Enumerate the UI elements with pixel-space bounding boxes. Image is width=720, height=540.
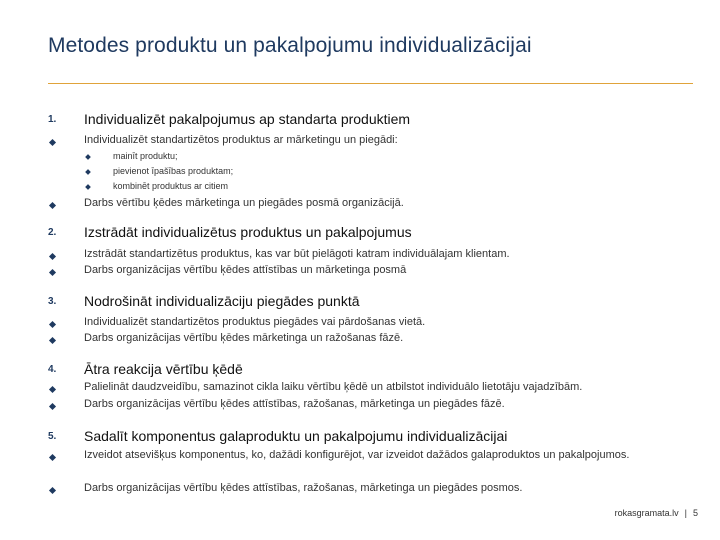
bullet-icon xyxy=(49,454,56,461)
sub-bullet-icon xyxy=(85,154,91,160)
bullet-text: Darbs vērtību ķēdes mārketinga un piegādes posmā organizācijā. xyxy=(84,197,404,209)
section-heading: Individualizēt pakalpojumus ap standarta produktiem xyxy=(84,111,411,127)
sub-bullet-text: mainīt produktu; xyxy=(113,151,178,161)
sub-bullet-icon xyxy=(85,184,91,190)
bullet-text: Individualizēt standartizētos produktus piegādes vai pārdošanas vietā. xyxy=(84,316,426,328)
title-underline xyxy=(48,83,693,84)
section-heading: Nodrošināt individualizāciju piegādes punktā xyxy=(84,293,360,309)
bullet-icon xyxy=(49,202,56,209)
section-heading: Izstrādāt individualizētus produktus un pakalpojumus xyxy=(84,224,412,240)
bullet-icon xyxy=(49,269,56,276)
bullet-icon xyxy=(49,403,56,410)
section-number: 5. xyxy=(48,431,57,442)
bullet-text: Darbs organizācijas vērtību ķēdes attīstības, ražošanas, mārketinga un piegādes fāzē. xyxy=(84,398,505,410)
slide-title: Metodes produktu un pakalpojumu individualizācijai xyxy=(48,34,532,57)
sub-bullet-text: kombinēt produktus ar citiem xyxy=(113,181,229,191)
bullet-icon xyxy=(49,337,56,344)
section-heading: Ātra reakcija vērtību ķēdē xyxy=(84,361,243,377)
page-number: 5 xyxy=(692,508,698,518)
sub-bullet-text: pievienot īpašības produktam; xyxy=(113,166,234,176)
footer-site: rokasgramata.lv xyxy=(614,508,679,518)
bullet-text: Izstrādāt standartizētus produktus, kas var būt pielāgoti katram individuālajam klientam. xyxy=(84,248,510,260)
bullet-icon xyxy=(49,386,56,393)
footer-separator: | xyxy=(684,508,687,518)
bullet-text: Darbs organizācijas vērtību ķēdes mārketinga un ražošanas fāzē. xyxy=(84,332,404,344)
bullet-icon xyxy=(49,253,56,260)
section-heading: Sadalīt komponentus galaproduktu un pakalpojumu individualizācijai xyxy=(84,428,508,444)
section-number: 4. xyxy=(48,364,57,375)
bullet-text: Palielināt daudzveidību, samazinot cikla laiku vērtību ķēdē un atbilstot individuālo lietotāju vajadzībām. xyxy=(84,381,583,393)
section-number: 2. xyxy=(48,227,57,238)
slide-footer xyxy=(615,508,698,518)
section-number: 1. xyxy=(48,114,57,125)
bullet-icon xyxy=(49,487,56,494)
sub-bullet-icon xyxy=(85,169,91,175)
bullet-text: Individualizēt standartizētos produktus ar mārketingu un piegādi: xyxy=(84,134,398,146)
bullet-text: Darbs organizācijas vērtību ķēdes attīstības, ražošanas, mārketinga un piegādes posmos. xyxy=(84,482,523,494)
section-number: 3. xyxy=(48,296,57,307)
bullet-icon xyxy=(49,321,56,328)
bullet-icon xyxy=(49,139,56,146)
bullet-text: Izveidot atsevišķus komponentus, ko, dažādi konfigurējot, var izveidot dažādos galaproduktos un pakalpojumos. xyxy=(84,449,630,461)
bullet-text: Darbs organizācijas vērtību ķēdes attīstības un mārketinga posmā xyxy=(84,264,407,276)
